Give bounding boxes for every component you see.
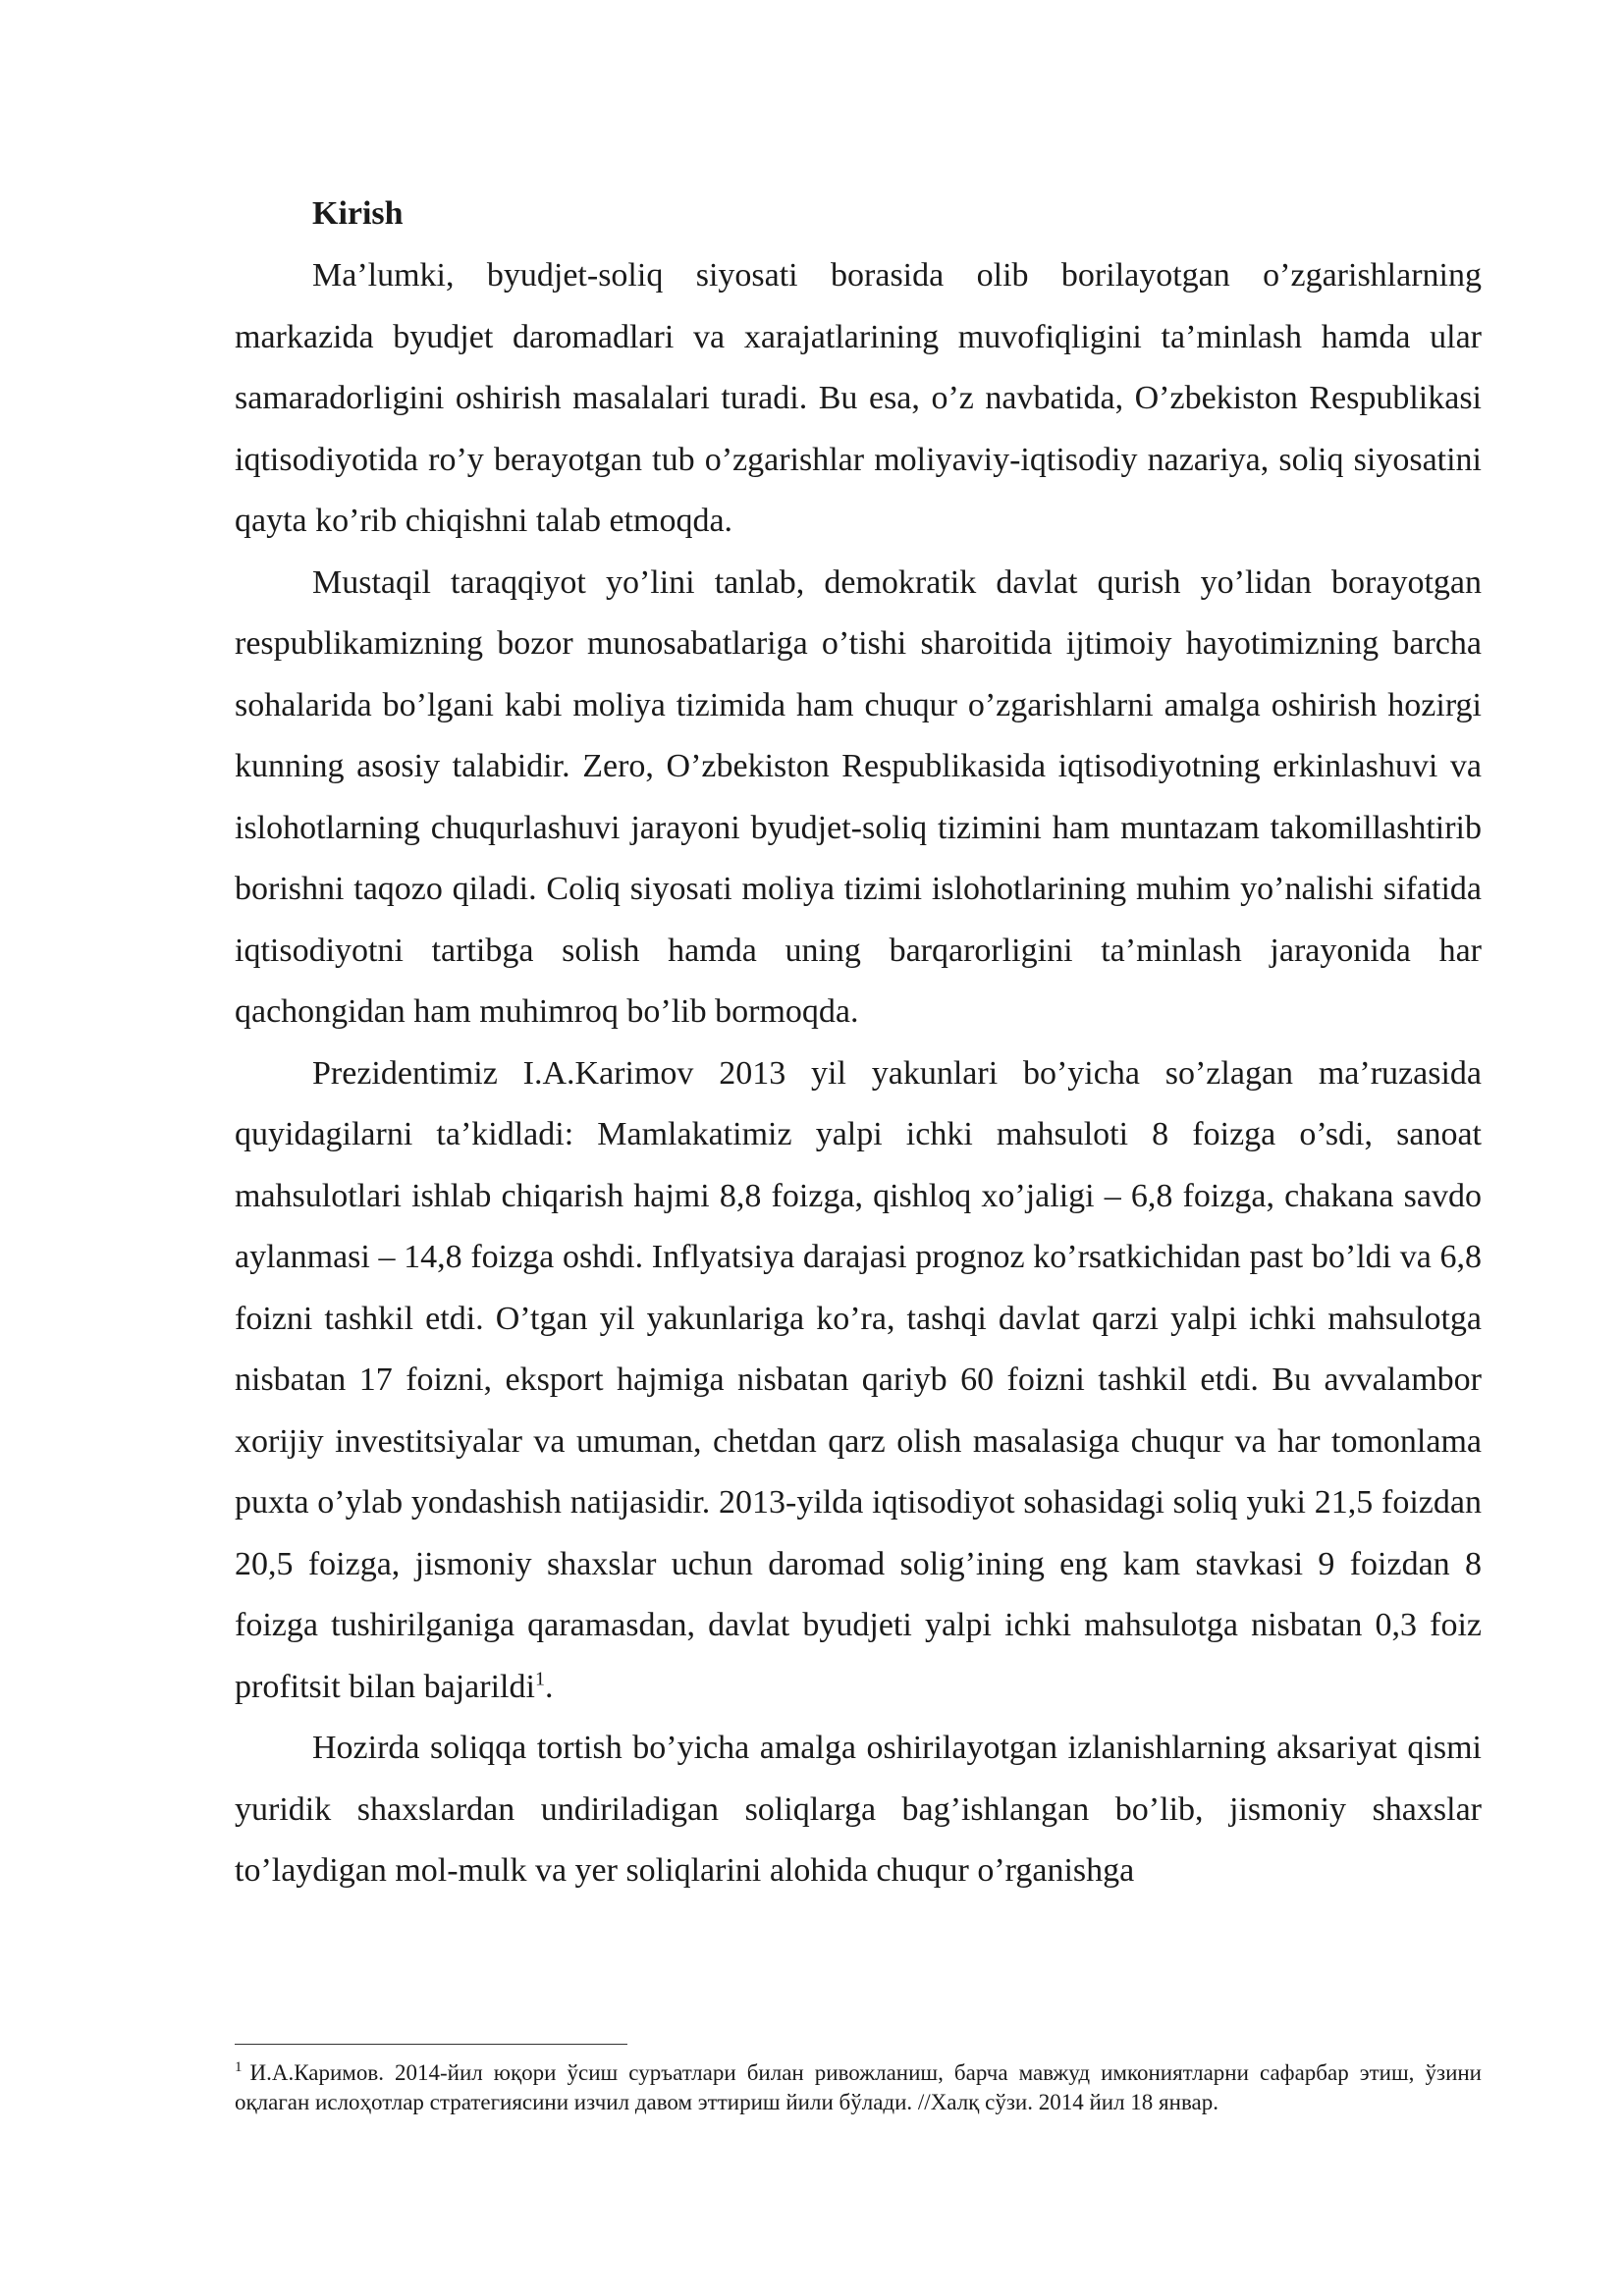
footnote-divider — [235, 2044, 627, 2045]
paragraph-3 — [235, 1043, 1482, 1719]
paragraph-3-end: . — [544, 1668, 554, 1705]
footnote-marker: 1 — [235, 2059, 243, 2076]
footnote-section — [235, 2044, 1482, 2117]
footnote-1 — [235, 2058, 1482, 2117]
document-body — [235, 183, 1482, 1902]
section-heading: Kirish — [312, 195, 404, 232]
footnote-reference[interactable]: 1 — [534, 1668, 545, 1690]
footnote-text: И.А.Каримов. 2014-йил юқори ўсиш суръатлари билан ривожланиш, барча мавжуд имкониятларни сафарбар этиш, ўзини оқлаган ислоҳотлар стратегиясини изчил давом эттириш йили бўлади. //Халқ сўзи. 2014 йил 18 январ. — [235, 2060, 1482, 2114]
paragraph-4: Hozirda soliqqa tortish bo’yicha amalga oshirilayotgan izlanishlarning aksariyat qismi yuridik shaxslardan undiriladigan soliqlarga bag’ishlangan bo’lib, jismoniy shaxslar to’laydigan mol-mulk va yer soliqlarini alohida chuqur o’rganishga — [235, 1730, 1482, 1889]
paragraph-1: Ma’lumki, byudjet-soliq siyosati borasida olib borilayotgan o’zgarishlarning markazida byudjet daromadlari va xarajatlarining muvofiqligini ta’minlash hamda ular samaradorligini oshirish masalalari turadi. Bu esa, o’z navbatida, O’zbekiston Respublikasi iqtisodiyotida ro’y berayotgan tub o’zgarishlar moliyaviy-iqtisodiy nazariya, soliq siyosatini qayta ko’rib chiqishni talab etmoqda. — [235, 257, 1482, 539]
paragraph-3-text: Prezidentimiz I.A.Karimov 2013 yil yakunlari bo’yicha so’zlagan ma’ruzasida quyidagilarni ta’kidladi: Mamlakatimiz yalpi ichki mahsuloti 8 foizga o’sdi, sanoat mahsulotlari ishlab chiqarish hajmi 8,8 foizga, qishloq xo’jaligi – 6,8 foizga, chakana savdo aylanmasi – 14,8 foizga oshdi. Inflyatsiya darajasi prognoz ko’rsatkichidan past bo’ldi va 6,8 foizni tashkil etdi. O’tgan yil yakunlariga ko’ra, tashqi davlat qarzi yalpi ichki mahsulotga nisbatan 17 foizni, eksport hajmiga nisbatan qariyb 60 foizni tashkil etdi. Bu avvalambor xorijiy investitsiyalar va umuman, chetdan qarz olish masalasiga chuqur va har tomonlama puxta o’ylab yondashish natijasidir. 2013-yilda iqtisodiyot sohasidagi soliq yuki 21,5 foizdan 20,5 foizga, jismoniy shaxslar uchun daromad solig’ining eng kam stavkasi 9 foizdan 8 foizga tushirilganiga qaramasdan, davlat byudjeti yalpi ichki mahsulotga nisbatan 0,3 foiz profitsit bilan bajarildi — [235, 1054, 1482, 1705]
paragraph-2: Mustaqil taraqqiyot yo’lini tanlab, demokratik davlat qurish yo’lidan borayotgan respublikamizning bozor munosabatlariga o’tishi sharoitida ijtimoiy hayotimizning barcha sohalarida bo’lgani kabi moliya tizimida ham chuqur o’zgarishlarni amalga oshirish hozirgi kunning asosiy talabidir. Zero, O’zbekiston Respublikasida iqtisodiyotning erkinlashuvi va islohotlarning chuqurlashuvi jarayoni byudjet-soliq tizimini ham muntazam takomillashtirib borishni taqozo qiladi. Coliq siyosati moliya tizimi islohotlarining muhim yo’nalishi sifatida iqtisodiyotni tartibga solish hamda uning barqarorligini ta’minlash jarayonida har qachongidan ham muhimroq bo’lib bormoqda. — [235, 563, 1482, 1030]
